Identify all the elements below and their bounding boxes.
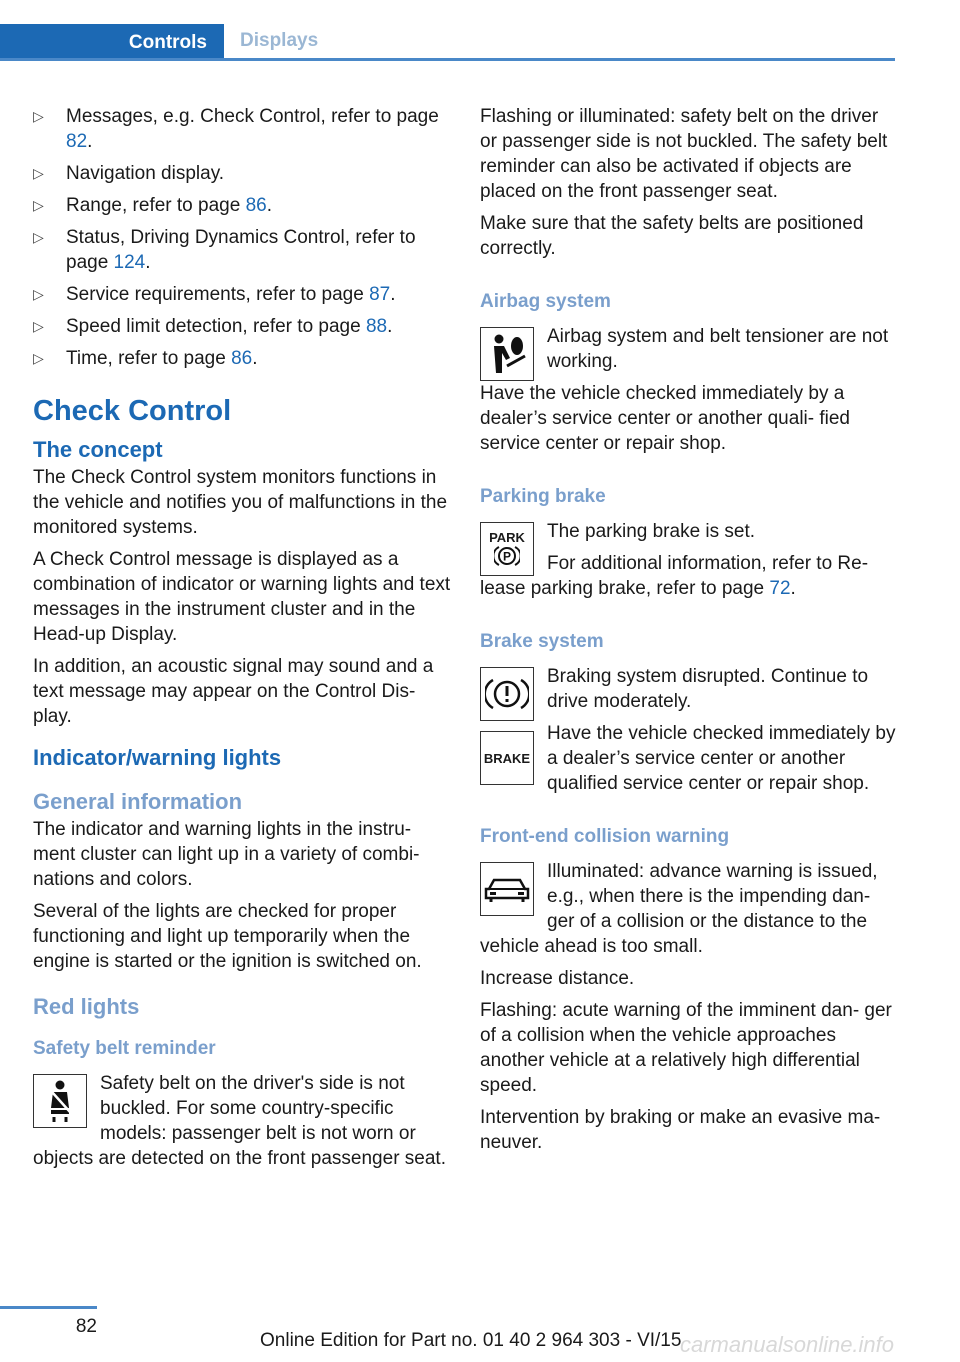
page-ref-link[interactable]: 124 [113, 252, 146, 273]
brake-paragraph-1: Braking system disrupted. Continue to drive moderately. [547, 666, 869, 712]
list-item: ▷ Time, refer to page 86. [33, 348, 258, 369]
triangle-bullet-icon: ▷ [33, 229, 44, 245]
display-items-list [33, 104, 451, 371]
airbag-paragraph-1: Airbag system and belt tensioner are not working. [547, 326, 889, 372]
airbag-heading: Airbag system [480, 291, 611, 312]
brake-system-heading: Brake system [480, 631, 604, 652]
triangle-bullet-icon: ▷ [33, 108, 44, 124]
concept-paragraph-2: A Check Control message is displayed as a combination of indicator or warning lights and text messages in the instrument cluster and in the Head-up Display. [33, 549, 451, 645]
brake-paragraph-2: Have the vehicle checked immediately by a dealer’s service center or another qualified service center or repair shop. [547, 723, 896, 794]
page-ref-link[interactable]: 86 [245, 195, 267, 216]
collision-paragraph-4: Intervention by braking or make an evasive ma‐ neuver. [480, 1107, 881, 1153]
belt-flashing-paragraph: Flashing or illuminated: safety belt on the driver or passenger side is not buckled. The safety belt reminder can also be activated if objects are placed on the front passenger seat. [480, 106, 888, 202]
general-paragraph-2: Several of the lights are checked for proper functioning and light up temporarily when the engine is started or the ignition is switched on. [33, 901, 422, 972]
list-item: ▷ Messages, e.g. Check Control, refer to page 82. [33, 106, 439, 152]
concept-paragraph-3: In addition, an acoustic signal may sound and a text message may appear on the Control Dis‐ play. [33, 656, 434, 727]
triangle-bullet-icon: ▷ [33, 197, 44, 213]
parking-brake-icon: PARK P [480, 522, 534, 576]
brake-icons-stack [480, 664, 534, 785]
parking-paragraph-1: The parking brake is set. [547, 521, 756, 542]
airbag-block [480, 324, 900, 456]
parking-brake-heading: Parking brake [480, 486, 606, 507]
belt-reminder-text: Safety belt on the driver's side is not buckled. For some country-specific models: passenger belt is not worn or objects are detected on the front passenger seat. [33, 1073, 446, 1169]
general-paragraph-1: The indicator and warning lights in the instru‐ ment cluster can light up in a variety of combi‐ nations and colors. [33, 819, 420, 890]
page-ref-link[interactable]: 88 [365, 316, 388, 337]
list-item: ▷ Speed limit detection, refer to page 88. [33, 316, 393, 337]
belt-reminder-block [33, 1071, 451, 1171]
section-tabs [0, 24, 895, 61]
belt-position-paragraph: Make sure that the safety belts are positioned correctly. [480, 213, 864, 259]
left-column [33, 104, 451, 1178]
airbag-paragraph-2: Have the vehicle checked immediately by a dealer’s service center or another quali‐ fied service center or repair shop. [480, 383, 850, 454]
page-ref-link[interactable]: 72 [769, 578, 791, 599]
concept-paragraph-1: The Check Control system monitors functions in the vehicle and notifies you of malfunctions in the monitored systems. [33, 467, 448, 538]
tab-controls-label: Controls [128, 31, 207, 53]
general-info-heading: General information [33, 789, 243, 814]
brake-warning-icon [480, 667, 534, 721]
list-item: ▷ Service requirements, refer to page 87. [33, 284, 396, 305]
footer-rule [0, 1306, 97, 1309]
tab-displays-label: Displays [240, 30, 319, 51]
right-column [480, 104, 900, 1162]
tab-displays[interactable] [240, 24, 318, 58]
page-ref-link[interactable]: 82 [66, 131, 88, 152]
triangle-bullet-icon: ▷ [33, 318, 44, 334]
car-warning-icon [480, 862, 534, 916]
belt-reminder-heading: Safety belt reminder [33, 1038, 216, 1059]
edition-text: Online Edition for Part no. 01 40 2 964 303 - VI/15 [260, 1330, 682, 1351]
page-ref-link[interactable]: 87 [369, 284, 391, 305]
list-item: ▷ Range, refer to page 86. [33, 195, 272, 216]
list-item: ▷ Status, Driving Dynamics Control, refer to page 124. [33, 227, 416, 273]
page-number: 82 [75, 1316, 97, 1337]
collision-paragraph-1: Illuminated: advance warning is issued, e.g., when there is the impending dan‐ ger of a collision or the distance to the vehicle ahead is too small. [480, 861, 878, 957]
tab-controls[interactable] [0, 24, 224, 61]
parking-paragraph-2: For additional information, refer to Re‐ lease parking brake, refer to page 72. [480, 553, 869, 599]
brake-text-icon: BRAKE [480, 731, 534, 785]
seatbelt-icon [33, 1074, 87, 1128]
red-lights-heading: Red lights [33, 994, 140, 1019]
triangle-bullet-icon: ▷ [33, 165, 44, 181]
list-item: ▷ Navigation display. [33, 163, 225, 184]
collision-paragraph-3: Flashing: acute warning of the imminent dan‐ ger of a collision when the vehicle approaches another vehicle at a relatively high differential speed. [480, 1000, 892, 1096]
concept-heading: The concept [33, 437, 163, 462]
collision-paragraph-2: Increase distance. [480, 968, 635, 989]
svg-text:P: P [502, 549, 512, 564]
triangle-bullet-icon: ▷ [33, 286, 44, 302]
watermark: carmanualsonline.info [680, 1332, 895, 1357]
airbag-icon [480, 327, 534, 381]
check-control-heading: Check Control [33, 395, 232, 427]
indicator-lights-heading: Indicator/warning lights [33, 745, 282, 770]
tab-underline [0, 58, 895, 61]
brake-system-block [480, 664, 900, 796]
page-ref-link[interactable]: 86 [231, 348, 253, 369]
collision-warning-block [480, 859, 900, 1155]
collision-warning-heading: Front-end collision warning [480, 826, 730, 847]
triangle-bullet-icon: ▷ [33, 350, 44, 366]
parking-brake-block [480, 519, 900, 601]
